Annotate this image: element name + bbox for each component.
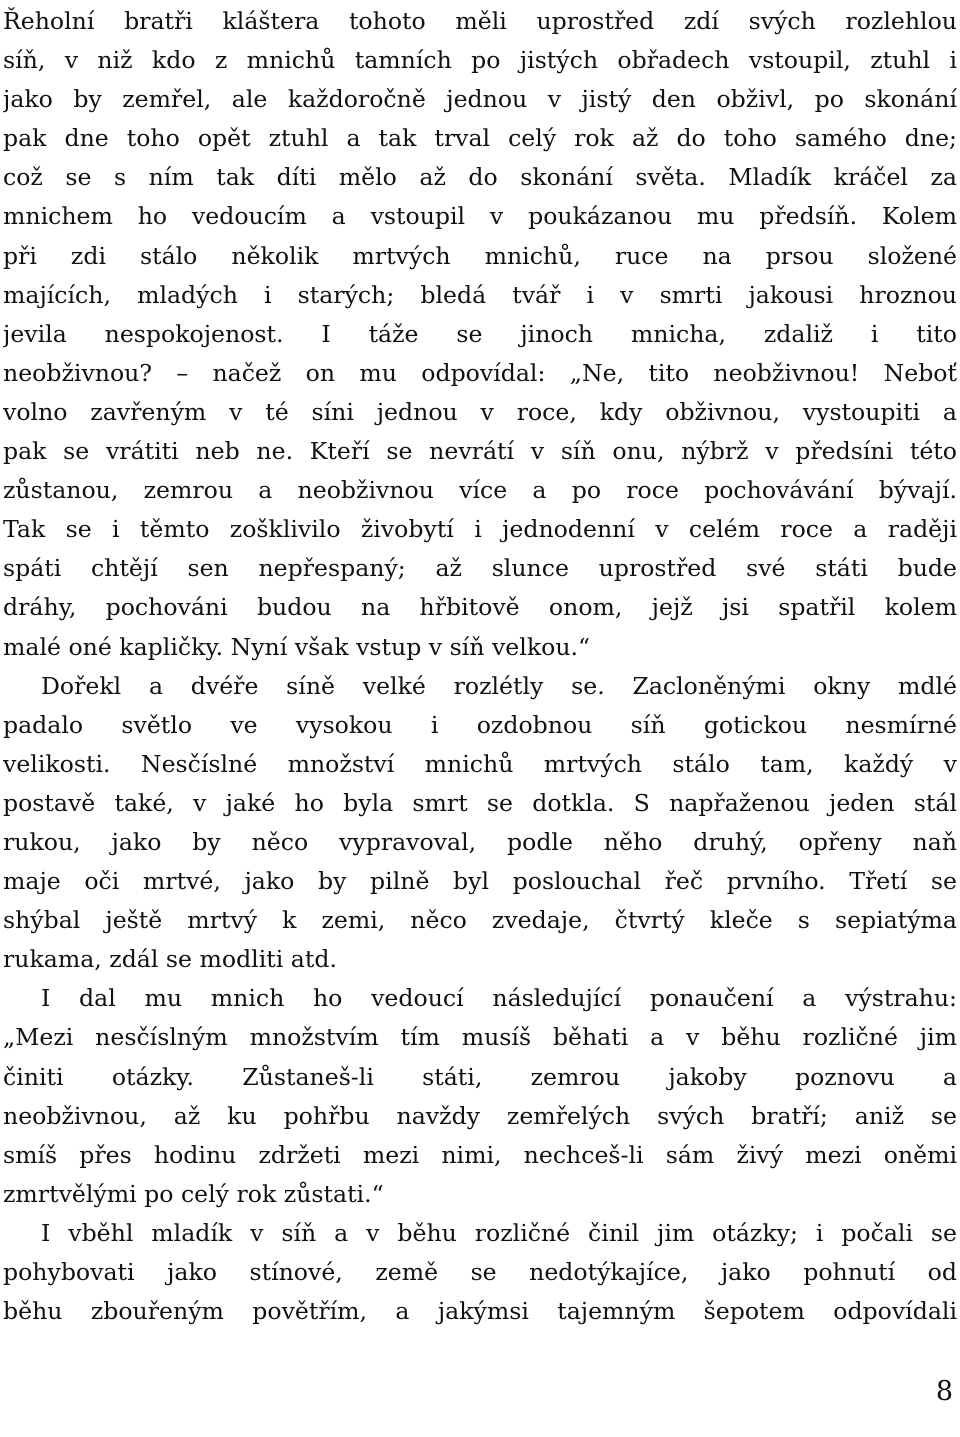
document-page [3,0,957,1437]
text-line: rukou, jako by něco vypravoval, podle něho druhý, opřeny naň [3,827,957,856]
text-line: I dal mu mnich ho vedoucí následující ponaučení a výstrahu: [41,984,957,1013]
text-line: běhu zbouřeným povětřím, a jakýmsi tajemným šepotem odpovídali [3,1297,957,1326]
text-line: Řeholní bratři kláštera tohoto měli uprostřed zdí svých rozlehlou [3,7,957,35]
text-line: což se s ním tak díti mělo až do skonání světa. Mladík kráčel za [3,163,957,192]
text-line: dráhy, pochováni budou na hřbitově onom, jejž jsi spatřil kolem [3,593,957,622]
text-line: majících, mladých i starých; bledá tvář i v smrti jakousi hroznou [3,280,957,309]
text-line: zmrtvělými po celý rok zůstati.“ [3,1179,384,1208]
text-line: velikosti. Nesčíslné množství mnichů mrtvých stálo tam, každý v [3,749,957,778]
text-line: neobživnou, až ku pohřbu navždy zemřelých svých bratří; aniž se [3,1101,957,1130]
text-line: zůstanou, zemrou a neobživnou více a po roce pochovávání bývají. [3,476,957,505]
text-line: malé oné kapličky. Nyní však vstup v síň velkou.“ [3,632,591,661]
text-line: pak dne toho opět ztuhl a tak trval celý rok až do toho samého dne; [3,124,957,153]
text-line: činiti otázky. Zůstaneš-li státi, zemrou jakoby poznovu a [3,1062,957,1091]
text-line: smíš přes hodinu zdržeti mezi nimi, nechceš-li sám živý mezi oněmi [3,1140,957,1169]
text-line: spáti chtějí sen nepřespaný; až slunce uprostřed své státi bude [3,554,957,583]
text-line: neobživnou? – načež on mu odpovídal: „Ne, tito neobživnou! Neboť [3,358,957,387]
text-line: při zdi stálo několik mrtvých mnichů, ruce na prsou složené [3,241,957,270]
text-line: mnichem ho vedoucím a vstoupil v poukázanou mu předsíň. Kolem [3,202,957,231]
text-line: volno zavřeným v té síni jednou v roce, kdy obživnou, vystoupiti a [3,397,957,426]
text-line: Dořekl a dvéře síně velké rozlétly se. Zacloněnými okny mdlé [41,671,957,700]
text-line: rukama, zdál se modliti atd. [3,945,337,974]
text-line: padalo světlo ve vysokou i ozdobnou síň gotickou nesmírné [3,710,957,739]
text-line: I vběhl mladík v síň a v běhu rozličné činil jim otázky; i počali se [41,1218,957,1247]
text-line: Tak se i těmto zošklivilo živobytí i jednodenní v celém roce a raději [3,515,957,544]
text-line: síň, v niž kdo z mnichů tamních po jistých obřadech vstoupil, ztuhl i [3,46,957,75]
text-line: jevila nespokojenost. I táže se jinoch mnicha, zdaliž i tito [3,319,957,348]
text-line: jako by zemřel, ale každoročně jednou v jistý den obživl, po skonání [3,85,957,114]
text-line: „Mezi nesčíslným množstvím tím musíš běhati a v běhu rozličné jim [3,1023,957,1052]
text-line: maje oči mrtvé, jako by pilně byl poslouchal řeč prvního. Třetí se [3,867,957,896]
text-line: shýbal ještě mrtvý k zemi, něco zvedaje, čtvrtý kleče s sepiatýma [3,906,957,935]
page-number: 8 [935,1376,953,1407]
body-text [3,0,957,1331]
text-line: pak se vrátiti neb ne. Kteří se nevrátí v síň onu, nýbrž v předsíni této [3,437,957,466]
text-line: pohybovati jako stínové, země se nedotýkajíce, jako pohnutí od [3,1258,957,1286]
text-line: postavě také, v jaké ho byla smrt se dotkla. S napřaženou jeden stál [3,788,957,817]
